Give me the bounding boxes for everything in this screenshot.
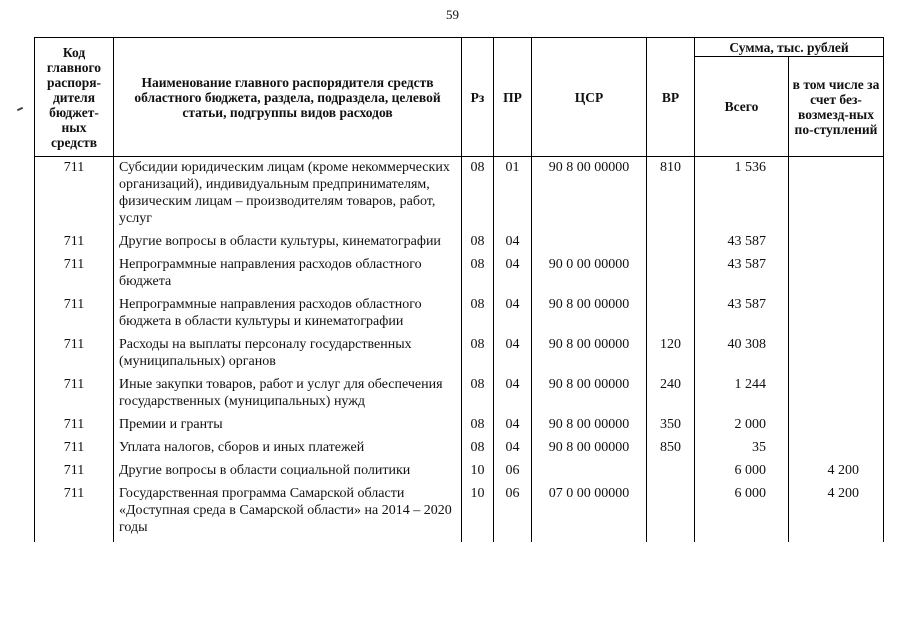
cell-pr: 04 <box>494 416 532 439</box>
cell-rz: 08 <box>462 296 494 336</box>
cell-total: 1 244 <box>695 376 789 416</box>
cell-total: 43 587 <box>695 296 789 336</box>
cell-grant <box>789 233 884 256</box>
cell-csr: 90 8 00 00000 <box>532 157 647 234</box>
cell-name: Субсидии юридическим лицам (кроме некоммерческих организаций), индивидуальным предпринимателям, физическим лицам – производителям товаров, работ, услуг <box>114 157 462 234</box>
cell-vr <box>647 256 695 296</box>
cell-code: 711 <box>35 296 114 336</box>
table-row <box>35 439 884 462</box>
cell-name: Другие вопросы в области социальной политики <box>114 462 462 485</box>
cell-grant <box>789 376 884 416</box>
cell-total: 1 536 <box>695 157 789 234</box>
cell-code: 711 <box>35 336 114 376</box>
cell-grant <box>789 157 884 234</box>
cell-vr <box>647 296 695 336</box>
cell-grant: 4 200 <box>789 462 884 485</box>
cell-rz: 08 <box>462 439 494 462</box>
cell-vr <box>647 485 695 542</box>
header-csr: ЦСР <box>532 38 647 157</box>
cell-total: 43 587 <box>695 256 789 296</box>
cell-code: 711 <box>35 439 114 462</box>
cell-rz: 08 <box>462 376 494 416</box>
cell-pr: 06 <box>494 485 532 542</box>
cell-pr: 04 <box>494 439 532 462</box>
header-sum-group: Сумма, тыс. рублей <box>695 38 884 57</box>
cell-vr: 850 <box>647 439 695 462</box>
cell-vr: 350 <box>647 416 695 439</box>
page-number: 59 <box>446 7 459 22</box>
cell-code: 711 <box>35 462 114 485</box>
cell-csr: 90 8 00 00000 <box>532 336 647 376</box>
header-rz: Рз <box>462 38 494 157</box>
cell-grant: 4 200 <box>789 485 884 542</box>
cell-rz: 10 <box>462 462 494 485</box>
cell-name: Иные закупки товаров, работ и услуг для обеспечения государственных (муниципальных) нужд <box>114 376 462 416</box>
cell-csr: 90 8 00 00000 <box>532 416 647 439</box>
cell-name: Государственная программа Самарской области «Доступная среда в Самарской области» на 2014 – 2020 годы <box>114 485 462 542</box>
cell-rz: 08 <box>462 157 494 234</box>
cell-code: 711 <box>35 157 114 234</box>
header-vr: ВР <box>647 38 695 157</box>
table-row <box>35 233 884 256</box>
cell-grant <box>789 256 884 296</box>
cell-pr: 04 <box>494 336 532 376</box>
header-pr: ПР <box>494 38 532 157</box>
table-row <box>35 485 884 542</box>
cell-pr: 04 <box>494 256 532 296</box>
header-total: Всего <box>695 57 789 157</box>
cell-grant <box>789 416 884 439</box>
cell-pr: 04 <box>494 233 532 256</box>
table-row <box>35 336 884 376</box>
header-name: Наименование главного распорядителя средств областного бюджета, раздела, подраздела, целевой статьи, подгруппы видов расходов <box>114 38 462 157</box>
cell-csr: 90 8 00 00000 <box>532 439 647 462</box>
margin-mark <box>17 107 23 111</box>
cell-name: Другие вопросы в области культуры, кинематографии <box>114 233 462 256</box>
cell-csr <box>532 462 647 485</box>
cell-rz: 08 <box>462 233 494 256</box>
cell-grant <box>789 296 884 336</box>
cell-code: 711 <box>35 376 114 416</box>
cell-total: 43 587 <box>695 233 789 256</box>
cell-rz: 08 <box>462 256 494 296</box>
cell-code: 711 <box>35 256 114 296</box>
table-row <box>35 416 884 439</box>
cell-name: Премии и гранты <box>114 416 462 439</box>
cell-pr: 01 <box>494 157 532 234</box>
cell-csr: 07 0 00 00000 <box>532 485 647 542</box>
cell-total: 40 308 <box>695 336 789 376</box>
budget-table <box>34 37 884 542</box>
table-row <box>35 256 884 296</box>
cell-rz: 10 <box>462 485 494 542</box>
cell-name: Непрограммные направления расходов областного бюджета в области культуры и кинематографии <box>114 296 462 336</box>
cell-csr: 90 0 00 00000 <box>532 256 647 296</box>
cell-grant <box>789 336 884 376</box>
cell-name: Расходы на выплаты персоналу государственных (муниципальных) органов <box>114 336 462 376</box>
header-grant: в том числе за счет без-возмезд-ных по-ступлений <box>789 57 884 157</box>
cell-pr: 06 <box>494 462 532 485</box>
cell-code: 711 <box>35 416 114 439</box>
cell-vr <box>647 233 695 256</box>
cell-vr <box>647 462 695 485</box>
cell-csr <box>532 233 647 256</box>
cell-code: 711 <box>35 485 114 542</box>
cell-pr: 04 <box>494 296 532 336</box>
cell-csr: 90 8 00 00000 <box>532 376 647 416</box>
cell-vr: 240 <box>647 376 695 416</box>
cell-total: 6 000 <box>695 485 789 542</box>
cell-code: 711 <box>35 233 114 256</box>
table-row <box>35 462 884 485</box>
cell-total: 6 000 <box>695 462 789 485</box>
cell-name: Уплата налогов, сборов и иных платежей <box>114 439 462 462</box>
table-row <box>35 376 884 416</box>
cell-pr: 04 <box>494 376 532 416</box>
cell-vr: 120 <box>647 336 695 376</box>
cell-name: Непрограммные направления расходов областного бюджета <box>114 256 462 296</box>
cell-rz: 08 <box>462 416 494 439</box>
cell-total: 2 000 <box>695 416 789 439</box>
cell-vr: 810 <box>647 157 695 234</box>
table-row <box>35 157 884 234</box>
header-code: Код главного распоря-дителя бюджет-ных средств <box>35 38 114 157</box>
cell-grant <box>789 439 884 462</box>
cell-csr: 90 8 00 00000 <box>532 296 647 336</box>
cell-total: 35 <box>695 439 789 462</box>
cell-rz: 08 <box>462 336 494 376</box>
table-row <box>35 296 884 336</box>
